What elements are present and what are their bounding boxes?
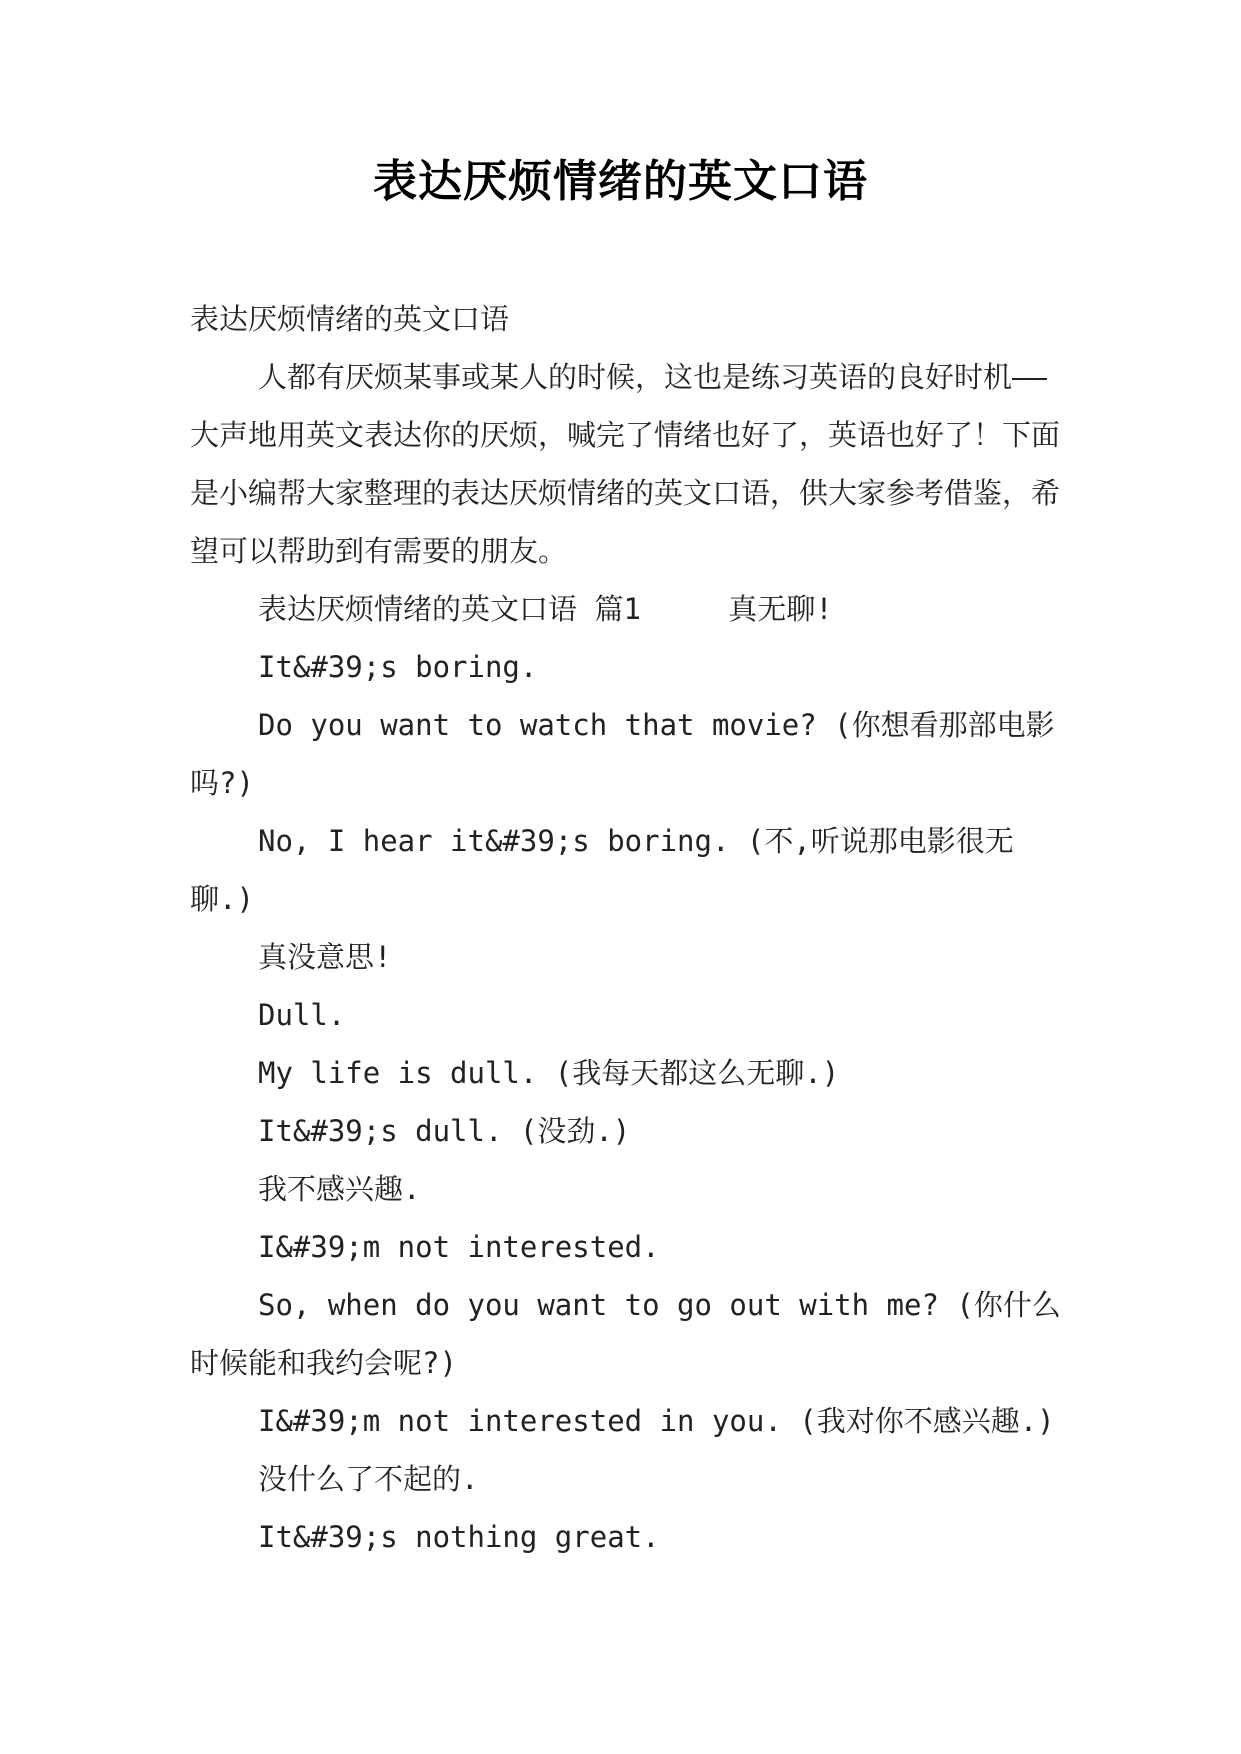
- paragraph-line: My life is dull. (我每天都这么无聊.): [258, 1056, 840, 1090]
- paragraph-line: No, I hear it&#39;s boring. (不,听说那电影很无聊.): [190, 824, 1014, 916]
- paragraph-line: 没什么了不起的.: [258, 1462, 479, 1496]
- paragraph-line: Dull.: [258, 998, 346, 1032]
- paragraph-section-heading: 表达厌烦情绪的英文口语 篇1 真无聊!: [258, 592, 833, 626]
- paragraph-line: It&#39;s boring.: [258, 650, 538, 684]
- paragraph-line: It&#39;s dull. (没劲.): [258, 1114, 631, 1148]
- paragraph-line: So, when do you want to go out with me? (你什么时候能和我约会呢?): [190, 1288, 1061, 1380]
- paragraph-line: 我不感兴趣.: [258, 1172, 421, 1206]
- document-title: 表达厌烦情绪的英文口语: [373, 156, 868, 207]
- paragraph-line: Do you want to watch that movie? (你想看那部电影吗?): [190, 708, 1055, 800]
- paragraph-line: 真没意思!: [258, 940, 392, 974]
- document-body: [190, 290, 1070, 1566]
- paragraph-subtitle: 表达厌烦情绪的英文口语: [190, 302, 510, 336]
- paragraph-intro: 人都有厌烦某事或某人的时候，这也是练习英语的良好时机——大声地用英文表达你的厌烦，喊完了情绪也好了，英语也好了！下面是小编帮大家整理的表达厌烦情绪的英文口语，供大家参考借鉴，希望可以帮助到有需要的朋友。: [190, 360, 1061, 568]
- paragraph-line: I&#39;m not interested in you. (我对你不感兴趣.): [258, 1404, 1055, 1438]
- paragraph-line: I&#39;m not interested.: [258, 1230, 660, 1264]
- paragraph-line: It&#39;s nothing great.: [258, 1520, 660, 1554]
